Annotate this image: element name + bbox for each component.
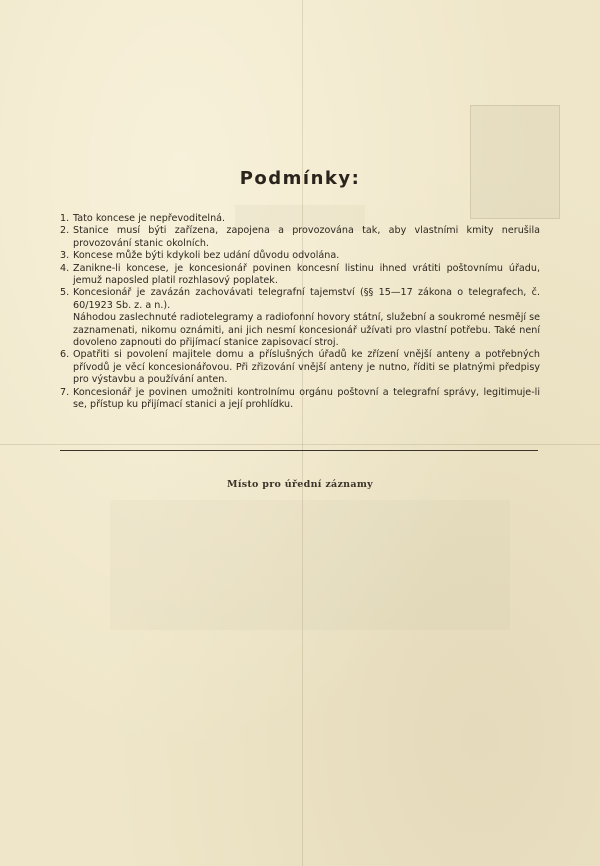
condition-item bbox=[60, 349, 540, 386]
condition-extra-text: Náhodou zaslechnuté radiotelegramy a radiofonní hovory státní, služební a soukromé nesmějí se zaznamenati, nikomu oznámiti, ani jich nesmí koncesionář užívati pro vlastní potřebu. Také není dovoleno zapnouti do přijímací stanice zapisovací stroj. bbox=[73, 312, 540, 349]
condition-text: Koncese může býti kdykoli bez udání důvodu odvolána. bbox=[73, 250, 340, 262]
condition-number: 4. bbox=[60, 262, 70, 274]
condition-text: Opatřiti si povolení majitele domu a příslušných úřadů ke zřízení vnější anteny a potřebných přívodů je věcí koncesionářovou. Při zřizování vnější anteny je nutno, říditi se platnými předpisy pro výstavbu a používání anten. bbox=[73, 349, 540, 386]
condition-number: 7. bbox=[60, 386, 70, 398]
condition-item bbox=[60, 213, 540, 225]
condition-text: Stanice musí býti zařízena, zapojena a provozována tak, aby vlastními kmity nerušila provozování stanic okolních. bbox=[73, 225, 540, 249]
condition-item bbox=[60, 287, 540, 349]
reverse-stamp-shadow bbox=[470, 105, 560, 219]
reverse-side-show-through-lower bbox=[110, 500, 510, 630]
condition-number: 2. bbox=[60, 225, 70, 237]
condition-number: 5. bbox=[60, 287, 70, 299]
condition-text: Tato koncese je nepřevoditelná. bbox=[73, 213, 226, 224]
divider-line bbox=[60, 450, 538, 451]
condition-text: Koncesionář je zavázán zachovávati telegrafní tajemství (§§ 15—17 zákona o telegrafech, č. 60/1923 Sb. z. a n.). bbox=[73, 287, 540, 311]
conditions-list bbox=[60, 213, 540, 412]
page-title: Podmínky: bbox=[239, 168, 361, 189]
condition-text: Koncesionář je povinen umožniti kontrolnímu orgánu poštovní a telegrafní správy, legitimuje-li se, přístup ku přijímací stanici a její prohlídku. bbox=[73, 386, 540, 411]
condition-item bbox=[60, 250, 540, 262]
condition-number: 1. bbox=[60, 213, 70, 224]
condition-number: 3. bbox=[60, 250, 70, 262]
condition-text: Zanikne-li koncese, je koncesionář povinen koncesní listinu ihned vrátiti poštovnímu úřadu, jemuž naposled platil rozhlasový poplatek. bbox=[73, 262, 540, 287]
fold-line-vertical bbox=[302, 0, 303, 866]
condition-number: 6. bbox=[60, 349, 70, 361]
condition-item bbox=[60, 225, 540, 250]
official-records-label: Místo pro úřední záznamy bbox=[227, 479, 373, 490]
condition-item bbox=[60, 263, 540, 288]
fold-line-horizontal bbox=[0, 444, 600, 445]
condition-item bbox=[60, 387, 540, 412]
